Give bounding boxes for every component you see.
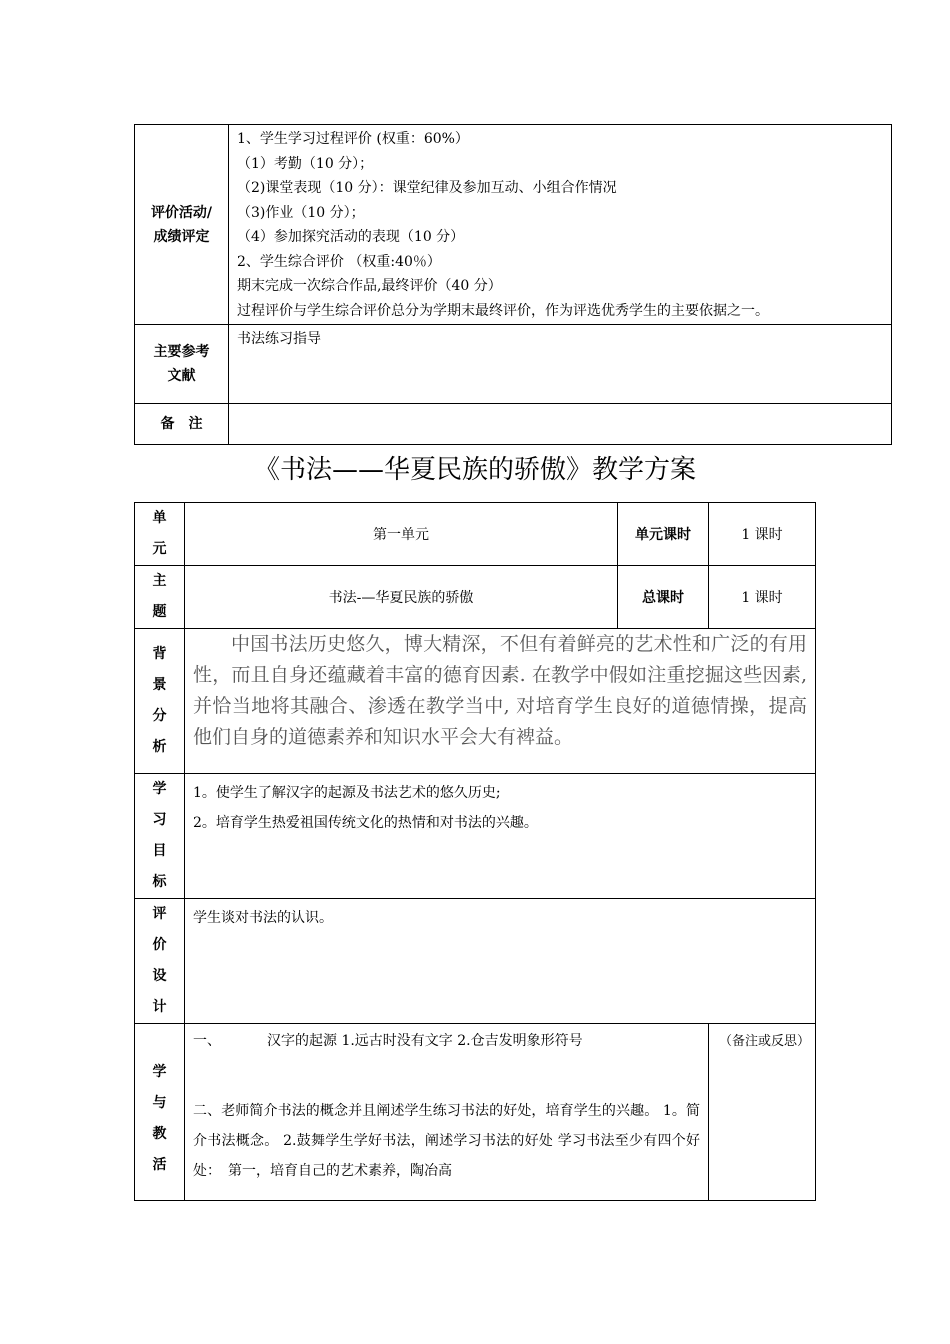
remark-reflection-cell bbox=[709, 1024, 816, 1201]
assessment-line: （1）考勤（10 分）； bbox=[237, 155, 374, 172]
unit-value: 第一单元 bbox=[185, 503, 618, 566]
unit-row bbox=[135, 503, 816, 566]
unit-label-char: 元 bbox=[152, 541, 167, 557]
objective-item: 1。使学生了解汉字的起源及书法艺术的悠久历史; bbox=[193, 785, 501, 801]
background-content bbox=[185, 629, 816, 774]
assessment-label-line1: 评价活动/ bbox=[150, 204, 213, 221]
activity-line-1-text: 汉字的起源 1.远古时没有文字 2.仓吉发明象形符号 bbox=[267, 1033, 583, 1049]
total-hours-label: 总课时 bbox=[618, 566, 709, 629]
objectives-content bbox=[185, 774, 816, 899]
assessment-line: 1、学生学习过程评价 (权重：60%） bbox=[237, 131, 469, 147]
background-label-char: 分 bbox=[152, 708, 167, 724]
evaluation-design-row bbox=[135, 899, 816, 1024]
activities-content bbox=[185, 1024, 709, 1201]
evaluation-design-label bbox=[135, 899, 185, 1024]
remarks-content bbox=[229, 404, 892, 445]
remarks-row bbox=[135, 404, 892, 445]
references-label-line2: 文献 bbox=[167, 368, 196, 384]
evaluation-design-text: 学生谈对书法的认识。 bbox=[193, 910, 333, 926]
assessment-line: 过程评价与学生综合评价总分为学期末最终评价，作为评选优秀学生的主要依据之一。 bbox=[237, 302, 769, 319]
lesson-plan-table bbox=[134, 502, 816, 1201]
evaluation-table bbox=[134, 124, 892, 445]
objectives-label-char: 目 bbox=[152, 843, 167, 859]
background-label-char: 背 bbox=[152, 646, 167, 662]
total-hours-value: 1 课时 bbox=[709, 566, 816, 629]
remark-reflection-text: （备注或反思） bbox=[719, 1034, 811, 1049]
objectives-row bbox=[135, 774, 816, 899]
background-label-char: 析 bbox=[152, 739, 167, 755]
assessment-line: （2)课堂表现（10 分）：课堂纪律及参加互动、小组合作情况 bbox=[237, 180, 617, 196]
evaluation-design-label-char: 评 bbox=[152, 906, 167, 922]
assessment-line: （3)作业（10 分）； bbox=[237, 204, 365, 221]
unit-label-char: 单 bbox=[152, 510, 167, 526]
objective-item: 2。培育学生热爱祖国传统文化的热情和对书法的兴趣。 bbox=[193, 815, 538, 831]
assessment-content bbox=[229, 125, 892, 325]
activities-label-char: 教 bbox=[152, 1126, 167, 1142]
theme-value: 书法-—华夏民族的骄傲 bbox=[185, 566, 618, 629]
activities-row bbox=[135, 1024, 816, 1201]
assessment-label bbox=[135, 125, 229, 325]
unit-hours-value: 1 课时 bbox=[709, 503, 816, 566]
unit-hours-label: 单元课时 bbox=[618, 503, 709, 566]
assessment-line: （4）参加探究活动的表现（10 分） bbox=[237, 229, 465, 245]
theme-label bbox=[135, 566, 185, 629]
unit-label bbox=[135, 503, 185, 566]
assessment-line: 2、学生综合评价 （权重:40％） bbox=[237, 253, 441, 270]
references-value: 书法练习指导 bbox=[237, 331, 321, 347]
objectives-label-char: 标 bbox=[152, 874, 167, 890]
assessment-row bbox=[135, 125, 892, 325]
background-row bbox=[135, 629, 816, 774]
evaluation-design-content bbox=[185, 899, 816, 1024]
evaluation-design-label-char: 价 bbox=[152, 937, 167, 953]
activities-label-char: 与 bbox=[152, 1095, 167, 1111]
evaluation-design-label-char: 设 bbox=[152, 968, 167, 984]
assessment-label-line2: 成绩评定 bbox=[153, 228, 210, 245]
evaluation-design-label-char: 计 bbox=[152, 999, 167, 1015]
references-content bbox=[229, 325, 892, 404]
background-label-char: 景 bbox=[152, 677, 167, 693]
assessment-line: 期末完成一次综合作品,最终评价（40 分） bbox=[237, 278, 502, 294]
activity-number: 一、 bbox=[193, 1033, 221, 1049]
activities-label-char: 活 bbox=[152, 1157, 167, 1173]
activities-label-char: 学 bbox=[152, 1064, 167, 1080]
objectives-label-char: 学 bbox=[152, 781, 167, 797]
theme-label-char: 主 bbox=[152, 573, 167, 589]
references-label bbox=[135, 325, 229, 404]
remarks-label: 备 注 bbox=[135, 404, 229, 445]
references-row bbox=[135, 325, 892, 404]
background-text: 中国书法历史悠久，博大精深，不但有着鲜亮的艺术性和广泛的有用性，而且自身还蕴藏着丰富的德育因素. 在教学中假如注重挖掘这些因素, 并恰当地将其融合、渗透在教学当中, 对培育学生良好的道德情操，提高他们自身的道德素养和知识水平会大有裨益。 bbox=[193, 633, 807, 748]
objectives-label-char: 习 bbox=[152, 812, 167, 828]
objectives-label bbox=[135, 774, 185, 899]
activities-label bbox=[135, 1024, 185, 1201]
document-title: 《书法——华夏民族的骄傲》教学方案 bbox=[253, 455, 696, 485]
theme-row bbox=[135, 566, 816, 629]
references-label-line1: 主要参考 bbox=[153, 344, 210, 360]
activity-line-1 bbox=[193, 1026, 700, 1056]
background-label bbox=[135, 629, 185, 774]
activity-paragraph-2: 二、老师简介书法的概念并且阐述学生练习书法的好处，培育学生的兴趣。 1。简介书法概念。 2.鼓舞学生学好书法，阐述学习书法的好处 学习书法至少有四个好处： 第一，培育自己的艺术素养，陶冶高 bbox=[193, 1103, 700, 1179]
theme-label-char: 题 bbox=[152, 604, 167, 620]
